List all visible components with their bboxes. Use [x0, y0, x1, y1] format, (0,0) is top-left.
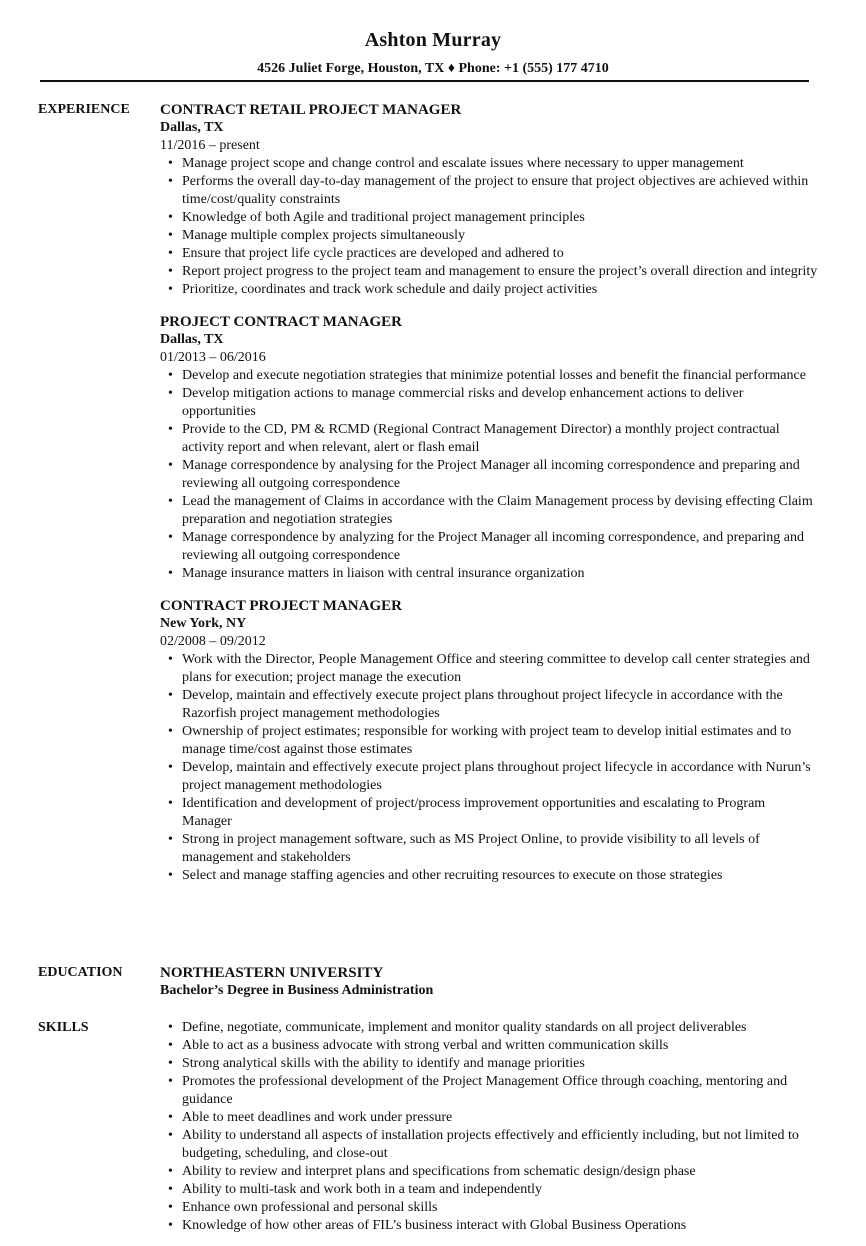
skills-list [160, 1019, 818, 1235]
list-item: • Knowledge of both Agile and traditional project management principles [160, 209, 818, 227]
school-name: NORTHEASTERN UNIVERSITY [160, 965, 384, 981]
list-item: • Manage correspondence by analyzing for the Project Manager all incoming correspondence, and preparing and reviewing all outgoing correspondence [160, 529, 818, 565]
job-location: Dallas, TX [160, 332, 224, 347]
candidate-name: Ashton Murray [364, 29, 502, 51]
job-title: CONTRACT PROJECT MANAGER [160, 598, 402, 614]
list-item: • Promotes the professional development of the Project Management Office through coaching, mentoring and guidance [160, 1073, 818, 1109]
list-item: • Able to act as a business advocate with strong verbal and written communication skills [160, 1037, 818, 1055]
job-dates: 02/2008 – 09/2012 [160, 634, 266, 649]
job-dates: 11/2016 – present [160, 138, 260, 153]
job-bullets [160, 155, 818, 299]
list-item: • Performs the overall day-to-day management of the project to ensure that project objectives are achieved within time/cost/quality constraints [160, 173, 818, 209]
degree-name: Bachelor’s Degree in Business Administration [160, 983, 434, 998]
list-item: • Ensure that project life cycle practices are developed and adhered to [160, 245, 818, 263]
list-item: • Manage correspondence by analysing for the Project Manager all incoming correspondence and preparing and reviewing all outgoing correspondence [160, 457, 818, 493]
list-item: • Enhance own professional and personal skills [160, 1199, 818, 1217]
header-divider [40, 80, 809, 82]
skills-body [160, 1019, 818, 1235]
list-item: • Lead the management of Claims in accordance with the Claim Management process by devising effecting Claim preparation and negotiation strategies [160, 493, 818, 529]
experience-body [160, 101, 818, 885]
job-location: Dallas, TX [160, 120, 224, 135]
skills-section [38, 1019, 818, 1235]
list-item: • Strong in project management software, such as MS Project Online, to provide visibility to all levels of management and stakeholders [160, 831, 818, 867]
list-item: • Ability to review and interpret plans and specifications from schematic design/design phase [160, 1163, 818, 1181]
job-entry [160, 597, 818, 885]
list-item: • Able to meet deadlines and work under pressure [160, 1109, 818, 1127]
list-item: • Ability to multi-task and work both in a team and independently [160, 1181, 818, 1199]
section-title-experience: EXPERIENCE [38, 102, 130, 117]
resume-header [0, 0, 866, 78]
list-item: • Develop mitigation actions to manage commercial risks and develop enhancement actions to deliver opportunities [160, 385, 818, 421]
list-item: • Develop and execute negotiation strategies that minimize potential losses and benefit the financial performance [160, 367, 818, 385]
job-entry [160, 101, 818, 299]
section-title-education: EDUCATION [38, 965, 123, 980]
list-item: • Strong analytical skills with the ability to identify and manage priorities [160, 1055, 818, 1073]
list-item: • Develop, maintain and effectively execute project plans throughout project lifecycle in accordance with the Razorfish project management methodologies [160, 687, 818, 723]
list-item: • Develop, maintain and effectively execute project plans throughout project lifecycle in accordance with Nurun’s project management methodologies [160, 759, 818, 795]
job-entry [160, 313, 818, 583]
list-item: • Prioritize, coordinates and track work schedule and daily project activities [160, 281, 818, 299]
contact-line: 4526 Juliet Forge, Houston, TX ♦ Phone: +1 (555) 177 4710 [257, 61, 609, 76]
list-item: • Report project progress to the project team and management to ensure the project’s overall direction and integrity [160, 263, 818, 281]
section-title-skills: SKILLS [38, 1020, 89, 1035]
education-body [160, 964, 818, 1000]
list-item: • Identification and development of project/process improvement opportunities and escalating to Program Manager [160, 795, 818, 831]
experience-section [38, 101, 818, 899]
list-item: • Define, negotiate, communicate, implement and monitor quality standards on all project deliverables [160, 1019, 818, 1037]
job-bullets [160, 651, 818, 885]
list-item: • Ownership of project estimates; responsible for working with project team to develop initial estimates and to manage time/cost against those estimates [160, 723, 818, 759]
education-section [38, 964, 818, 1000]
job-bullets [160, 367, 818, 583]
list-item: • Manage project scope and change control and escalate issues where necessary to upper management [160, 155, 818, 173]
list-item: • Work with the Director, People Management Office and steering committee to develop call center strategies and plans for execution; project manage the execution [160, 651, 818, 687]
job-location: New York, NY [160, 616, 247, 631]
list-item: • Ability to understand all aspects of installation projects effectively and efficiently including, but not limited to budgeting, scheduling, and close-out [160, 1127, 818, 1163]
list-item: • Select and manage staffing agencies and other recruiting resources to execute on those strategies [160, 867, 818, 885]
list-item: • Manage multiple complex projects simultaneously [160, 227, 818, 245]
job-title: PROJECT CONTRACT MANAGER [160, 314, 402, 330]
list-item: • Manage insurance matters in liaison with central insurance organization [160, 565, 818, 583]
job-dates: 01/2013 – 06/2016 [160, 350, 266, 365]
job-title: CONTRACT RETAIL PROJECT MANAGER [160, 102, 462, 118]
list-item: • Knowledge of how other areas of FIL’s business interact with Global Business Operations [160, 1217, 818, 1235]
list-item: • Provide to the CD, PM & RCMD (Regional Contract Management Director) a monthly project contractual activity report and when relevant, alert or flash email [160, 421, 818, 457]
